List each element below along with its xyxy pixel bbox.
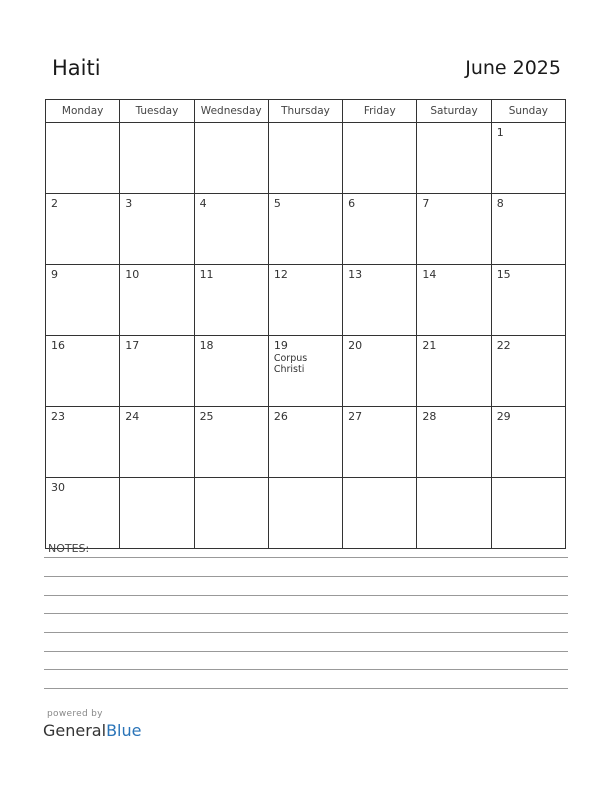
day-cell [417,265,491,336]
day-cell [343,194,417,265]
logo-blue-text: Blue [106,721,142,740]
day-cell [194,478,268,549]
day-cell [194,123,268,194]
day-cell [491,407,565,478]
day-cell [194,407,268,478]
day-cell [268,336,342,407]
notes-line [44,613,568,614]
country-title: Haiti [52,56,101,80]
day-cell [268,407,342,478]
day-cell [268,123,342,194]
calendar-grid [45,99,566,549]
weekday-header-row [46,100,566,123]
day-cell [120,194,194,265]
day-number: 6 [348,197,356,210]
day-number: 29 [496,410,511,423]
day-number: 26 [273,410,288,423]
day-cell [491,478,565,549]
day-cell [417,194,491,265]
day-number: 7 [422,197,430,210]
day-number: 25 [199,410,214,423]
day-cell [343,478,417,549]
day-cell [417,478,491,549]
day-number: 3 [125,197,133,210]
day-number: 14 [422,268,437,281]
day-cell [343,123,417,194]
weekday-monday: Monday [46,100,120,123]
day-cell [491,194,565,265]
day-cell [120,123,194,194]
day-number: 11 [199,268,214,281]
day-number: 23 [51,410,65,423]
day-cell [194,265,268,336]
week-row [46,336,566,407]
month-year-title: June 2025 [465,57,561,79]
day-cell [417,123,491,194]
week-row [46,478,566,549]
day-cell [268,265,342,336]
day-number: 2 [51,197,58,210]
day-number: 20 [348,339,363,352]
day-cell [491,265,565,336]
notes-line [44,557,568,558]
week-row [46,407,566,478]
day-number: 8 [496,197,504,210]
day-number: 16 [51,339,65,352]
day-cell [268,478,342,549]
day-number: 5 [273,197,281,210]
week-row [46,194,566,265]
week-row [46,123,566,194]
day-cell [491,336,565,407]
day-number: 17 [125,339,140,352]
notes-line [44,669,568,670]
day-cell [417,407,491,478]
day-number: 10 [125,268,140,281]
day-number: 12 [273,268,288,281]
day-cell [46,336,120,407]
week-row [46,265,566,336]
day-cell [120,265,194,336]
holiday-label: Corpus Christi [273,353,308,375]
day-cell [194,194,268,265]
day-number: 13 [348,268,363,281]
day-cell [343,407,417,478]
day-cell [120,336,194,407]
day-number: 15 [496,268,511,281]
day-cell [120,407,194,478]
day-cell [46,123,120,194]
day-number: 27 [348,410,363,423]
day-cell [343,336,417,407]
day-cell [120,478,194,549]
day-number: 24 [125,410,140,423]
logo-general-text: General [43,721,107,740]
day-number: 21 [422,339,437,352]
day-number: 4 [199,197,207,210]
powered-by-text: powered by [47,709,103,719]
day-cell [343,265,417,336]
day-number: 22 [496,339,511,352]
day-cell [194,336,268,407]
weekday-thursday: Thursday [268,100,342,123]
weekday-sunday: Sunday [491,100,565,123]
day-cell [268,194,342,265]
generalblue-logo[interactable] [43,721,141,740]
notes-line [44,595,568,596]
weekday-saturday: Saturday [417,100,491,123]
day-number: 30 [51,481,65,494]
day-number: 1 [496,126,504,139]
weekday-wednesday: Wednesday [194,100,268,123]
notes-line [44,576,568,577]
day-cell [46,194,120,265]
day-number: 19 [273,339,288,352]
day-number: 18 [199,339,214,352]
day-number: 9 [51,268,58,281]
weekday-friday: Friday [343,100,417,123]
day-cell [491,123,565,194]
notes-line [44,632,568,633]
day-number: 28 [422,410,437,423]
notes-label: NOTES: [48,542,90,555]
day-cell [46,407,120,478]
day-cell [46,478,120,549]
day-cell [417,336,491,407]
notes-line [44,688,568,689]
day-cell [46,265,120,336]
notes-line [44,651,568,652]
weekday-tuesday: Tuesday [120,100,194,123]
